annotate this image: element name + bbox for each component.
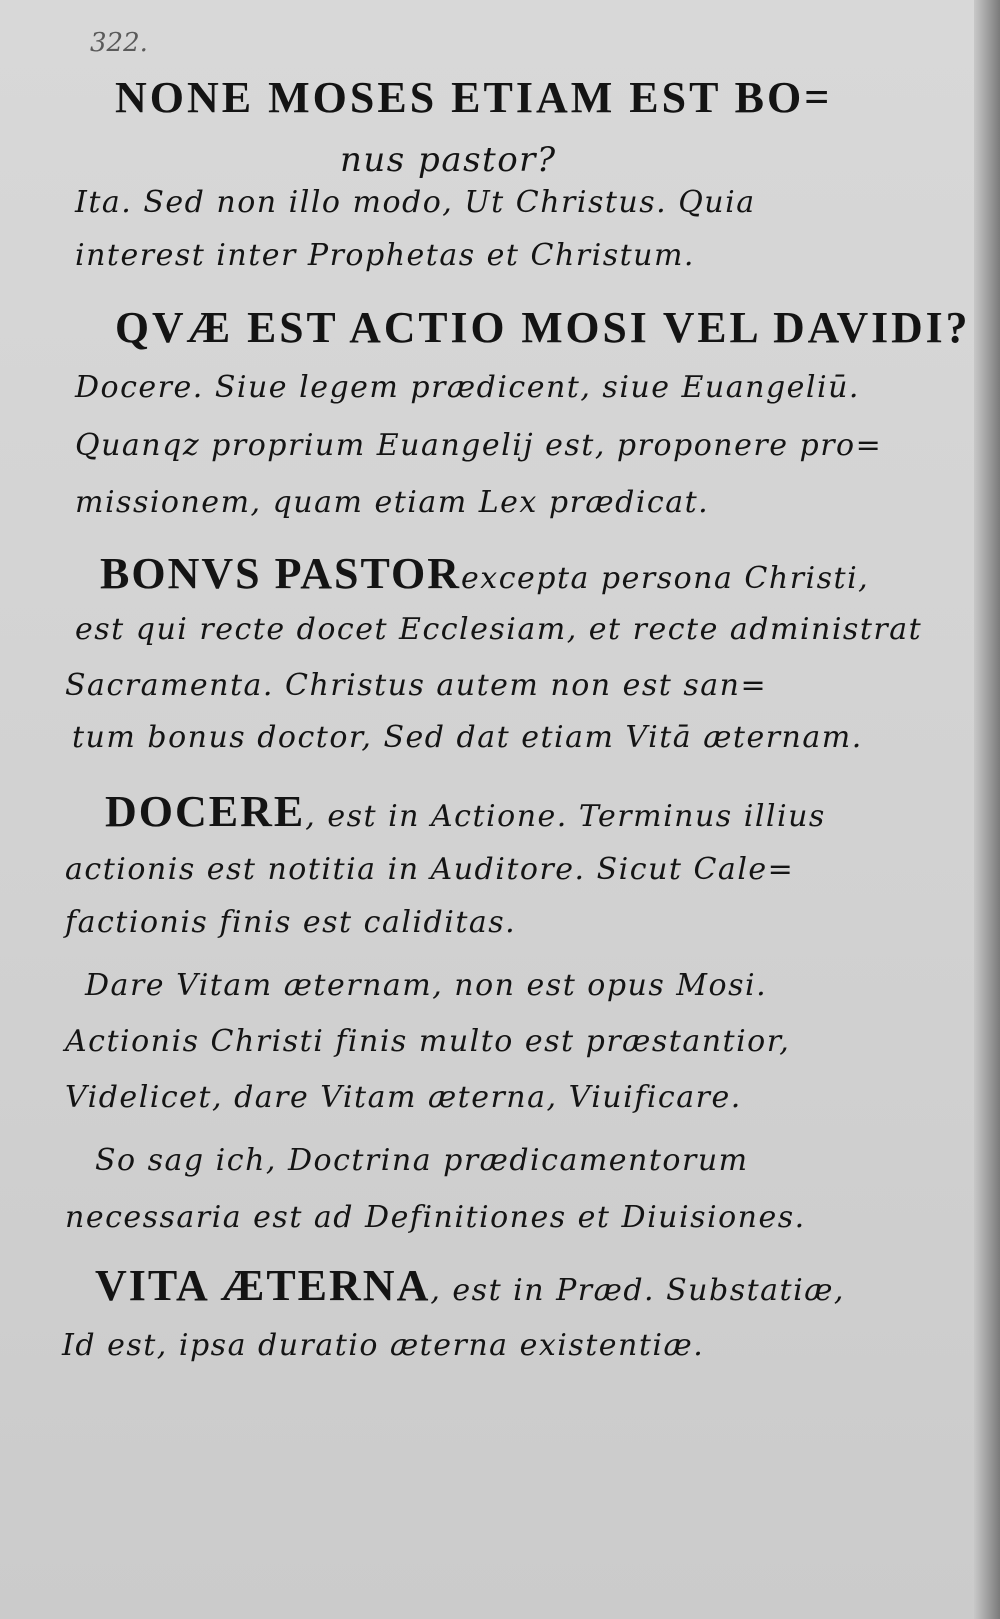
text-line: necessaria est ad Definitiones et Diuisiones. xyxy=(65,1200,806,1235)
text-line: actionis est notitia in Auditore. Sicut Cale= xyxy=(65,852,795,887)
text-line: tum bonus doctor, Sed dat etiam Vitā æternam. xyxy=(72,720,863,755)
heading-quae-est-actio: QVÆ EST ACTIO MOSI VEL DAVIDI? xyxy=(115,303,971,352)
heading-vita-aeterna: VITA ÆTERNA xyxy=(95,1261,431,1310)
docere-line xyxy=(105,786,826,837)
text-line: Id est, ipsa duratio æterna existentiæ. xyxy=(62,1328,705,1363)
bonus-pastor-line xyxy=(100,548,869,599)
heading-docere: DOCERE xyxy=(105,787,306,836)
text-line: Quanqz proprium Euangelij est, proponere pro= xyxy=(75,428,883,463)
text-line: Ita. Sed non illo modo, Ut Christus. Quia xyxy=(75,185,756,220)
heading-continuation: nus pastor? xyxy=(340,140,557,180)
folio-number: 322. xyxy=(90,28,148,58)
text-line: factionis finis est caliditas. xyxy=(65,905,517,940)
text-line: est qui recte docet Ecclesiam, et recte administrat xyxy=(75,612,923,647)
text-line: Dare Vitam æternam, non est opus Mosi. xyxy=(85,968,768,1003)
text-segment: , est in Actione. Terminus illius xyxy=(305,799,826,834)
vita-aeterna-line xyxy=(95,1260,845,1311)
text-line: Sacramenta. Christus autem non est san= xyxy=(65,668,768,703)
text-line: missionem, quam etiam Lex prædicat. xyxy=(75,485,710,520)
text-segment: excepta persona Christi, xyxy=(461,561,870,596)
heading-bonus-pastor: BONVS PASTOR xyxy=(100,549,462,598)
text-line: Docere. Siue legem prædicent, siue Euangeliū. xyxy=(75,370,860,405)
text-line: interest inter Prophetas et Christum. xyxy=(75,238,695,273)
text-line: Videlicet, dare Vitam æterna, Viuificare. xyxy=(65,1080,742,1115)
text-line: So sag ich, Doctrina prædicamentorum xyxy=(95,1143,749,1178)
text-line: Actionis Christi finis multo est præstantior, xyxy=(65,1024,791,1059)
page-edge xyxy=(974,0,1000,1619)
text-segment: , est in Præd. Substatiæ, xyxy=(430,1273,845,1308)
heading-none-moses: NONE MOSES ETIAM EST BO= xyxy=(115,73,833,122)
